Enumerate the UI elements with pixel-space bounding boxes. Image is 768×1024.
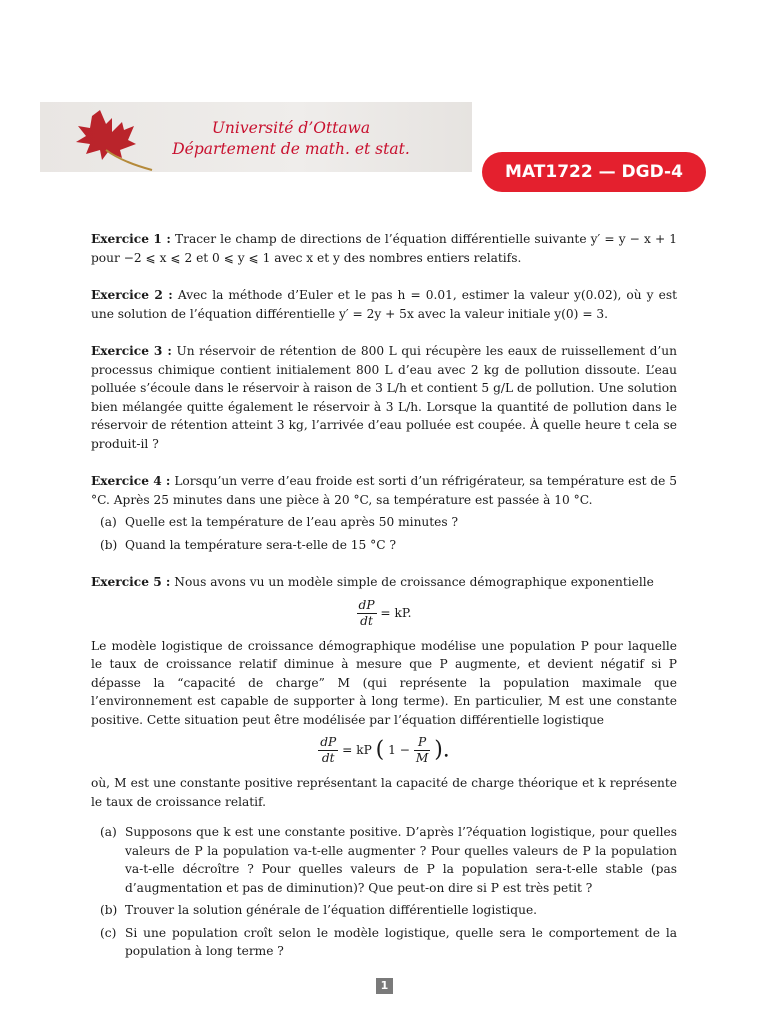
page-number: 1 (376, 978, 393, 994)
university-header (160, 118, 422, 160)
university-name: Université d’Ottawa (211, 119, 371, 137)
exercise-1 (91, 230, 677, 267)
fraction (318, 735, 338, 766)
exercise-text: Un réservoir de rétention de 800 L qui récupère les eaux de ruissellement d’un processus chimique contient initialement 800 L d’eau avec 2 kg de pollution dissoute. L’eau polluée s’écoule dans le réservoir à raison de 3 L/h et contient 5 g/L de pollution. Une solution bien mélangée quitte également le réservoir à 3 L/h. Lorsque la quantité de pollution dans le réservoir de rétention atteint 3 kg, l’arrivée d’eau polluée est coupée. À quelle heure t cela se produit-il ? (91, 344, 677, 451)
fraction-denominator: M (415, 751, 429, 765)
fraction (357, 598, 377, 629)
item-text: Supposons que k est une constante positive. D’après l’?équation logistique, pour quelles valeurs de P la population va-t-elle augmenter ? Pour quelles valeurs de P la population va-t-elle décroître ? Pour quelles valeurs de P la population sera-t-elle stable (pas d’augmentation et pas de diminution)? Que peut-on dire si P est très petit ? (125, 825, 677, 895)
exercise-2 (91, 286, 677, 323)
sub-question-list (91, 823, 677, 961)
fraction-numerator: P (414, 735, 430, 751)
item-label: (b) (100, 903, 118, 917)
exercise-text: Avec la méthode d’Euler et le pas h = 0.01, estimer la valeur y(0.02), où y est une solution de l’équation différentielle y′ = 2y + 5x avec la valeur initiale y(0) = 3. (91, 288, 678, 321)
exercise-5 (91, 573, 677, 961)
paragraph: où, M est une constante positive représentant la capacité de charge théorique et k représente le taux de croissance relatif. (91, 776, 677, 809)
fraction-numerator: dP (358, 597, 375, 612)
exercise-3 (91, 342, 677, 453)
exercise-text: Nous avons vu un modèle simple de croissance démographique exponentielle (174, 575, 654, 589)
list-item (91, 924, 677, 961)
item-text: Quelle est la température de l’eau après 50 minutes ? (125, 515, 459, 529)
list-item (91, 823, 677, 897)
open-paren: ( (375, 737, 385, 763)
one-minus: 1 − (388, 743, 410, 757)
paragraph: Le modèle logistique de croissance démographique modélise une population P pour laquelle le taux de croissance relatif diminue à mesure que P augmente, et devient négatif si P dépasse la “capacité de charge” M (qui représente la population maximale que l’environnement est capable de supporter à long terme). En particulier, M est une constante positive. Cette situation peut être modélisée par l’équation différentielle logistique (91, 638, 677, 727)
list-item (91, 513, 677, 532)
equation-exponential (91, 598, 677, 629)
fraction-denominator: dt (321, 751, 335, 765)
exercise-label: Exercice 4 : (91, 474, 171, 488)
item-text: Si une population croît selon le modèle logistique, quelle sera le comportement de la population à long terme ? (125, 925, 677, 958)
sub-question-list (91, 513, 677, 554)
equation-middle: = kP (342, 743, 372, 757)
list-item (91, 536, 677, 555)
exercise-label: Exercice 1 : (91, 232, 171, 246)
close-paren: ). (434, 737, 450, 763)
item-label: (b) (100, 537, 118, 552)
fraction (414, 735, 430, 766)
exercise-label: Exercice 5 : (91, 575, 171, 589)
exercise-4 (91, 472, 677, 554)
exercise-content (91, 230, 677, 980)
exercise-label: Exercice 2 : (91, 288, 173, 302)
item-label: (a) (100, 515, 117, 529)
fraction-denominator: dt (360, 613, 373, 628)
item-label: (a) (100, 825, 117, 839)
fraction-numerator: dP (320, 735, 337, 749)
item-label: (c) (100, 925, 117, 940)
exercise-text: Tracer le champ de directions de l’équation différentielle suivante y′ = y − x + 1 pour −2 ⩽ x ⩽ 2 et 0 ⩽ y ⩽ 1 avec x et y des nombres entiers relatifs. (91, 232, 678, 265)
item-text: Quand la température sera-t-elle de 15 °C ? (125, 537, 396, 552)
maple-leaf-icon (62, 104, 162, 176)
list-item (91, 901, 677, 920)
equation-logistic (91, 735, 677, 766)
item-text: Trouver la solution générale de l’équation différentielle logistique. (125, 903, 538, 917)
department-name: Département de math. et stat. (172, 140, 410, 158)
course-badge: MAT1722 — DGD-4 (482, 152, 706, 192)
exercise-label: Exercice 3 : (91, 344, 172, 358)
equation-rhs: = kP. (380, 605, 412, 620)
exercise-text: Lorsqu’un verre d’eau froide est sorti d’un réfrigérateur, sa température est de 5 °C. Après 25 minutes dans une pièce à 20 °C, sa température est passée à 10 °C. (91, 474, 678, 507)
